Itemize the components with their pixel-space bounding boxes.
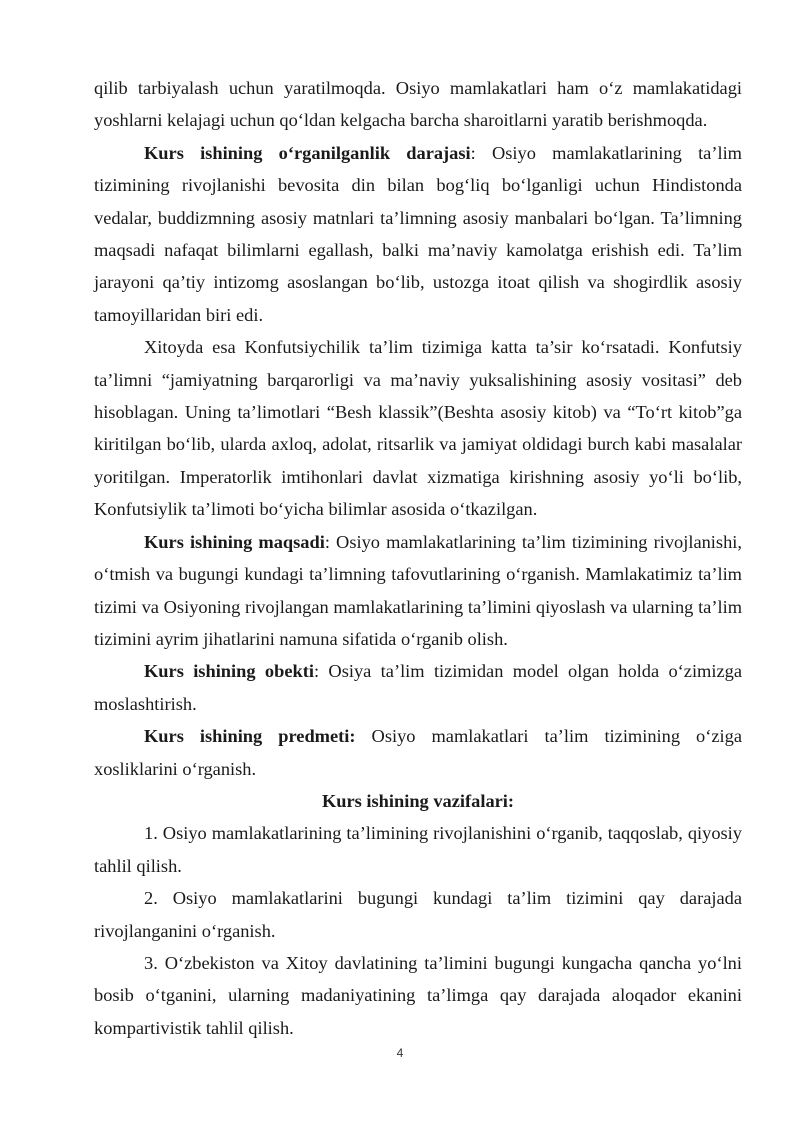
paragraph-intro-continuation xyxy=(94,72,742,137)
paragraph-text: : Osiyo mamlakatlarining ta’lim tizimining rivojlanishi bevosita din bilan bog‘liq bo‘lganligi uchun Hindistonda vedalar, buddizmning asosiy matnlari ta’limning asosiy manbalari bo‘lgan. Ta’limning maqsadi nafaqat bilimlarni egallash, balki ma’naviy kamolatga erishish edi. Ta’lim jarayoni qa’tiy intizomg asoslangan bo‘lib, ustozga itoat qilish va shogirdlik asosiy tamoyillaridan biri edi. xyxy=(94,142,742,325)
paragraph-text: Osiyo mamlakatlari ta’lim tizimining o‘ziga xosliklarini o‘rganish. xyxy=(94,726,742,779)
paragraph-label: Kurs ishining predmeti: xyxy=(144,726,356,747)
paragraph-object xyxy=(94,655,742,720)
section-heading-tasks: Kurs ishining vazifalari: xyxy=(321,790,515,811)
paragraph-text: : Osiyo mamlakatlarining ta’lim tizimining rivojlanishi, o‘tmish va bugungi kundagi ta’limning tafovutlarining o‘rganish. Mamlakatimiz ta’lim tizimi va Osiyoning rivojlangan mamlakatlarining ta’limini qiyoslash va ularning ta’lim tizimini ayrim jihatlarini namuna sifatida o‘rganib olish. xyxy=(94,531,742,649)
task-list-item: 1. Osiyo mamlakatlarining ta’limining rivojlanishini o‘rganib, taqqoslab, qiyosiy tahlil qilish. xyxy=(94,823,742,876)
paragraph-subject xyxy=(94,720,742,785)
paragraph-text: Xitoyda esa Konfutsiychilik ta’lim tizimiga katta ta’sir ko‘rsatadi. Konfutsiy ta’limni “jamiyatning barqarorligi va ma’naviy yuksalishining asosiy vositasi” deb hisoblagan. Uning ta’limotlari “Besh klassik”(Beshta asosiy kitob) va “To‘rt kitob”ga kiritilgan bo‘lib, ularda axloq, adolat, ritsarlik va jamiyat oldidagi burch kabi masalalar yoritilgan. Imperatorlik imtihonlari davlat xizmatiga kirishning asosiy yo‘li bo‘lib, Konfutsiylik ta’limoti bo‘yicha bilimlar asosida o‘tkazilgan. xyxy=(94,337,742,520)
document-page xyxy=(94,72,742,1044)
paragraph-research-degree xyxy=(94,137,742,331)
page-number: 4 xyxy=(396,1046,404,1060)
paragraph-china-confucianism xyxy=(94,331,742,525)
paragraph-text: qilib tarbiyalash uchun yaratilmoqda. Osiyo mamlakatlari ham o‘z mamlakatidagi yoshlarni kelajagi uchun qo‘ldan kelgacha barcha sharoitlarni yaratib berishmoqda. xyxy=(94,78,742,131)
paragraph-label: Kurs ishining o‘rganilganlik darajasi xyxy=(144,142,471,163)
paragraph-text: : Osiya ta’lim tizimidan model olgan holda o‘zimizga moslashtirish. xyxy=(94,661,742,714)
paragraph-goal xyxy=(94,526,742,656)
task-list-item: 2. Osiyo mamlakatlarini bugungi kundagi ta’lim tizimini qay darajada rivojlanganini o‘rganish. xyxy=(94,888,742,941)
paragraph-label: Kurs ishining obekti xyxy=(144,661,314,682)
task-list-item: 3. O‘zbekiston va Xitoy davlatining ta’limini bugungi kungacha qancha yo‘lni bosib o‘tganini, ularning madaniyatining ta’limga qay darajada aloqador ekanini kompartivistik tahlil qilish. xyxy=(94,952,742,1038)
paragraph-label: Kurs ishining maqsadi xyxy=(144,531,325,552)
